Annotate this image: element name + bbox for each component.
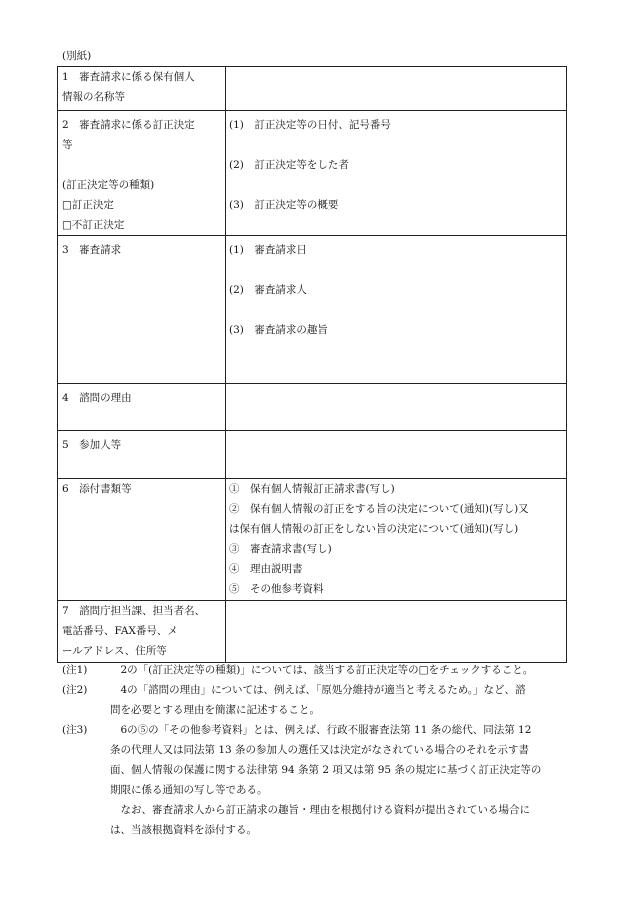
attachment-item-5: ⑤ その他参考資料 (229, 583, 324, 595)
notes-section (62, 660, 572, 840)
row3-item1: (1) 審査請求日 (229, 244, 307, 256)
note-2-line2: 問を必要とする理由を簡潔に記述すること。 (110, 704, 320, 716)
note-2-line1: 4の「諮問の理由」については、例えば、「原処分維持が適当と考えるため。」など、諮 (110, 684, 526, 696)
note-1 (62, 660, 572, 680)
row2-item2: (2) 訂正決定等をした者 (229, 159, 349, 171)
attachment-label: (別紙) (62, 50, 92, 62)
table-row (58, 431, 567, 479)
attachment-item-1: ① 保有個人情報訂正請求書(写し) (229, 483, 395, 495)
row1-label-line1: 1 審査請求に係る保有個人 (62, 71, 195, 83)
correction-type-heading: (訂正決定等の種類) (62, 179, 155, 191)
table-row (58, 479, 567, 601)
row4-label-line1: 4 諮問の理由 (62, 392, 132, 404)
note-3-tag: (注3) (62, 724, 88, 736)
row3-label-cell (58, 236, 226, 384)
row6-label-cell (58, 479, 226, 601)
review-request-form-table (57, 66, 567, 663)
row2-item1: (1) 訂正決定等の日付、記号番号 (229, 119, 391, 131)
row1-label-line2: 情報の名称等 (62, 91, 125, 103)
table-row (58, 67, 567, 111)
table-row (58, 601, 567, 663)
note-3-line1: 6の⑤の「その他参考資料」とは、例えば、行政不服審査法第 11 条の総代、同法第 12 (110, 724, 532, 736)
checkbox-correction-decision[interactable]: □訂正決定 (62, 199, 114, 211)
note-1-line1: 2の「(訂正決定等の種類)」については、該当する訂正決定等の□をチェックすること。 (110, 664, 534, 676)
note-3 (62, 720, 572, 840)
note-3-line5: なお、審査請求人から訂正請求の趣旨・理由を根拠付ける資料が提出されている場合に (110, 804, 530, 816)
row7-label-cell (58, 601, 226, 663)
row4-label-cell (58, 384, 226, 431)
row1-label-cell (58, 67, 226, 111)
row2-label-line1: 2 審査請求に係る訂正決定 (62, 119, 195, 131)
row6-label-line1: 6 添付書類等 (62, 483, 132, 495)
row5-value-cell[interactable] (226, 431, 567, 479)
row2-label-line2: 等 (62, 139, 73, 151)
note-1-tag: (注1) (62, 664, 88, 676)
table-row (58, 111, 567, 236)
row5-label-cell (58, 431, 226, 479)
row6-value-cell[interactable] (226, 479, 567, 601)
row4-value-cell[interactable] (226, 384, 567, 431)
note-3-line4: 期限に係る通知の写し等である。 (110, 784, 268, 796)
row3-label-line1: 3 審査請求 (62, 244, 122, 256)
row7-value-cell[interactable] (226, 601, 567, 663)
row7-label-line3: ールアドレス、住所等 (62, 645, 167, 657)
note-2-tag: (注2) (62, 684, 88, 696)
row7-label-line2: 電話番号、FAX番号、メ (62, 625, 178, 637)
attachment-item-3: ③ 審査請求書(写し) (229, 543, 332, 555)
attachment-item-2: ② 保有個人情報の訂正をする旨の決定について(通知)(写し)又 (229, 503, 529, 515)
attachment-item-4: ④ 理由説明書 (229, 563, 303, 575)
row1-value-cell[interactable] (226, 67, 567, 111)
note-3-line2: 条の代理人又は同法第 13 条の参加人の選任又は決定がなされている場合のそれを示す書 (110, 744, 530, 756)
row2-item3: (3) 訂正決定等の概要 (229, 199, 339, 211)
checkbox-non-correction-decision[interactable]: □不訂正決定 (62, 219, 125, 231)
note-3-line3: 面、個人情報の保護に関する法律第 94 条第 2 項又は第 95 条の規定に基づく訂正決定等の (110, 764, 542, 776)
row7-label-line1: 7 諮問庁担当課、担当者名、 (62, 605, 206, 617)
note-2 (62, 680, 572, 720)
row2-value-cell[interactable] (226, 111, 567, 236)
attachment-item-2-cont: は保有個人情報の訂正をしない旨の決定について(通知)(写し) (229, 523, 519, 535)
row3-value-cell[interactable] (226, 236, 567, 384)
row3-item3: (3) 審査請求の趣旨 (229, 324, 328, 336)
row2-label-cell (58, 111, 226, 236)
table-row (58, 384, 567, 431)
note-3-line6: は、当該根拠資料を添付する。 (110, 824, 257, 836)
table-row (58, 236, 567, 384)
row3-item2: (2) 審査請求人 (229, 284, 307, 296)
row5-label-line1: 5 参加人等 (62, 439, 122, 451)
